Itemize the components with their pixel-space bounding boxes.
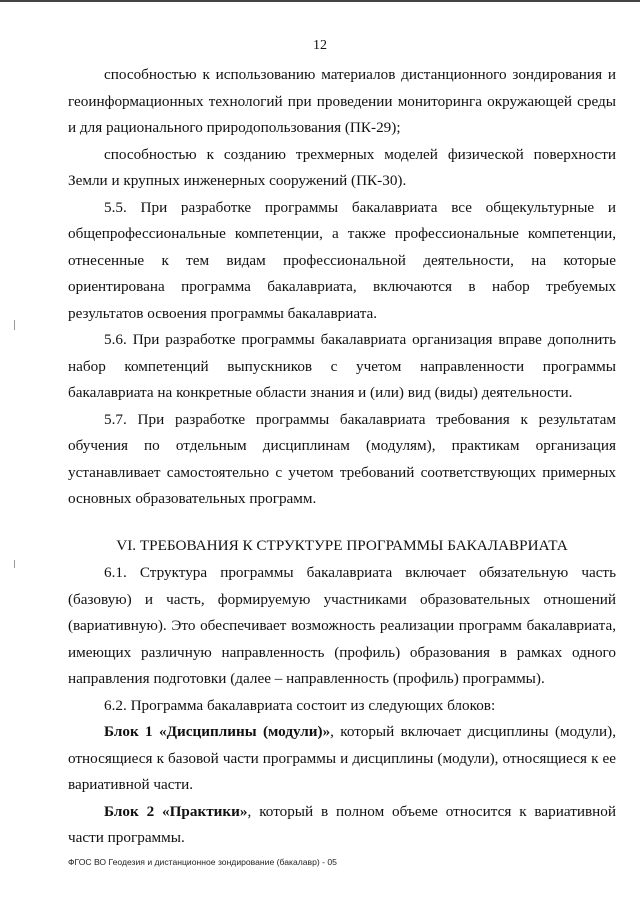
document-body xyxy=(68,62,616,852)
paragraph-6-1: 6.1. Структура программы бакалавриата включает обязательную часть (базовую) и часть, формируемую участниками образовательных отношений (вариативную). Это обеспечивает возможность реализации программ бакалавриата, имеющих различную направленность (профиль) образования в рамках одного направления подготовки (далее – направленность (профиль) программы). xyxy=(68,564,616,687)
block-1-title: Блок 1 «Дисциплины (модули)» xyxy=(104,723,331,740)
paragraph-6-2: 6.2. Программа бакалавриата состоит из следующих блоков: xyxy=(104,696,496,714)
paragraph-pk29: способностью к использованию материалов дистанционного зондирования и геоинформационных технологий при проведении мониторинга окружающей среды и для рационального природопользования (ПК-29); xyxy=(68,66,616,136)
paragraph-5-6: 5.6. При разработке программы бакалавриата организация вправе дополнить набор компетенций выпускников с учетом направленности программы бакалавриата на конкретные области знания и (или) вид (виды) деятельности. xyxy=(68,331,616,401)
block-1-text: , который включает дисциплины (модули), относящиеся к базовой части программы и дисциплины (модули), относящиеся к ее вариативной части. xyxy=(68,723,616,793)
scan-artifact xyxy=(14,320,15,330)
paragraph-block-2 xyxy=(68,799,616,852)
paragraph-5-7: 5.7. При разработке программы бакалавриата требования к результатам обучения по отдельным дисциплинам (модулям), практикам организация устанавливает самостоятельно с учетом требований соответствующих примерных основных образовательных программ. xyxy=(68,410,616,507)
block-2-title: Блок 2 «Практики» xyxy=(104,802,248,820)
paragraph-5-5: 5.5. При разработке программы бакалавриата все общекультурные и общепрофессиональные компетенции, а также профессиональные компетенции, отнесенные к тем видам профессиональной деятельности, на которые ориентирована программа бакалавриата, включаются в набор требуемых результатов освоения программы бакалавриата. xyxy=(68,198,616,322)
paragraph-pk30: способностью к созданию трехмерных моделей физической поверхности Земли и крупных инженерных сооружений (ПК-30). xyxy=(68,145,616,189)
block-2-text: , который в полном объеме относится к вариативной части программы. xyxy=(68,802,616,846)
section-heading: VI. ТРЕБОВАНИЯ К СТРУКТУРЕ ПРОГРАММЫ БАКАЛАВРИАТА xyxy=(116,536,568,554)
page-footer: ФГОС ВО Геодезия и дистанционное зондирование (бакалавр) - 05 xyxy=(68,857,337,867)
scan-edge-line xyxy=(0,0,640,2)
page-number: 12 xyxy=(313,38,327,53)
paragraph-block-1 xyxy=(68,719,616,799)
scan-artifact xyxy=(14,560,15,568)
